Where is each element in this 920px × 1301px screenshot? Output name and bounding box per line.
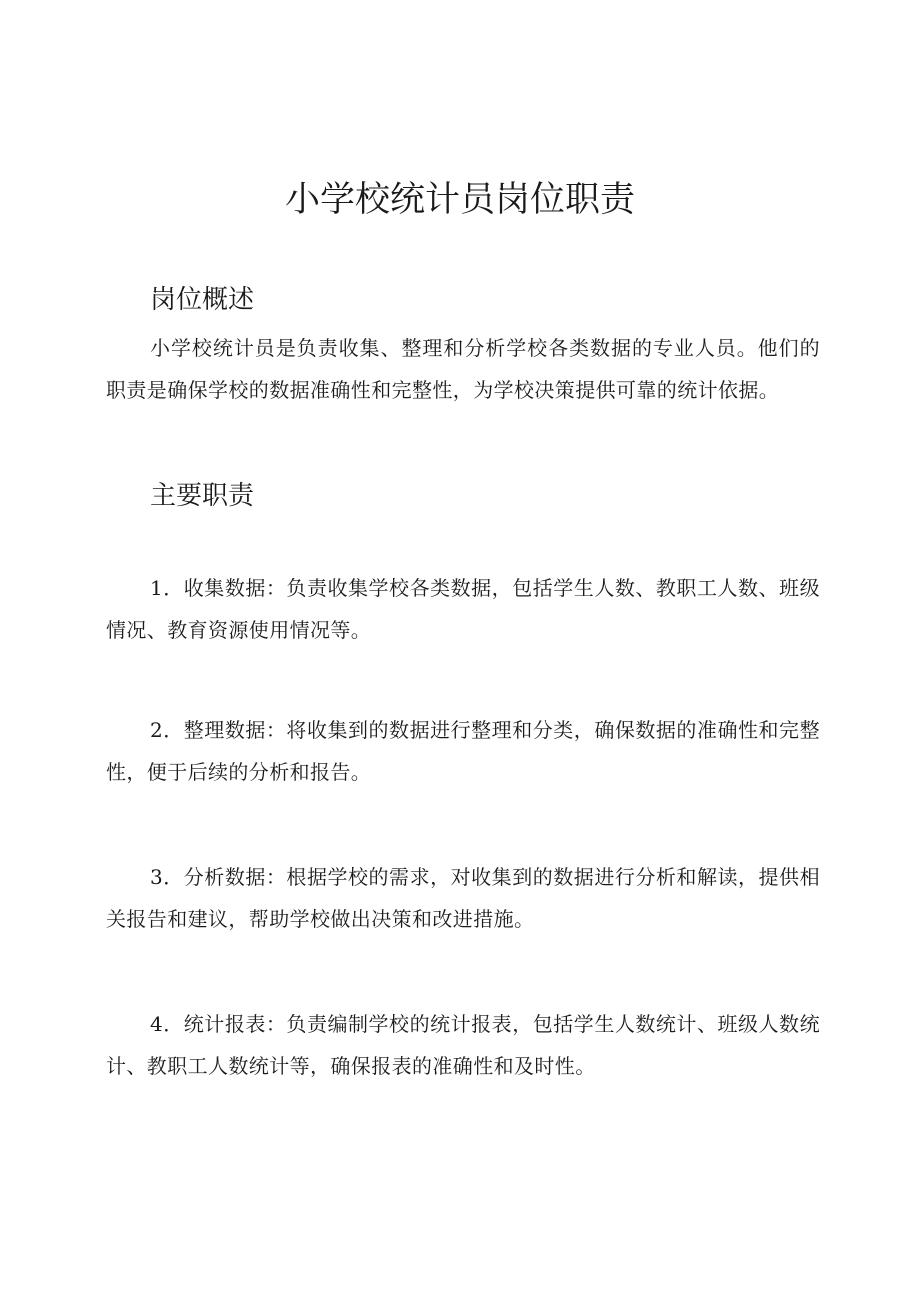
duty-item-number: 3． — [150, 865, 184, 889]
section-heading-duties: 主要职责 — [150, 481, 255, 511]
duty-item-text: 分析数据：根据学校的需求，对收集到的数据进行分析和解读，提供相关报告和建议，帮助学校做出决策和改进措施。 — [106, 865, 820, 931]
duty-item-number: 4． — [150, 1012, 184, 1036]
duty-item-text: 统计报表：负责编制学校的统计报表，包括学生人数统计、班级人数统计、教职工人数统计等，确保报表的准确性和及时性。 — [106, 1012, 820, 1078]
duty-item-text: 整理数据：将收集到的数据进行整理和分类，确保数据的准确性和完整性，便于后续的分析和报告。 — [106, 718, 820, 784]
duty-item-number: 1． — [150, 576, 184, 600]
section-heading-overview: 岗位概述 — [150, 285, 255, 315]
duty-item-text: 收集数据：负责收集学校各类数据，包括学生人数、教职工人数、班级情况、教育资源使用情况等。 — [106, 576, 820, 642]
overview-paragraph: 小学校统计员是负责收集、整理和分析学校各类数据的专业人员。他们的职责是确保学校的数据准确性和完整性，为学校决策提供可靠的统计依据。 — [106, 336, 820, 402]
page-title: 小学校统计员岗位职责 — [284, 180, 635, 220]
duty-item-1 — [106, 567, 820, 651]
duty-item-4 — [106, 1003, 820, 1087]
duty-item-number: 2． — [150, 718, 184, 742]
duty-item-2 — [106, 709, 820, 793]
duty-item-3 — [106, 856, 820, 940]
